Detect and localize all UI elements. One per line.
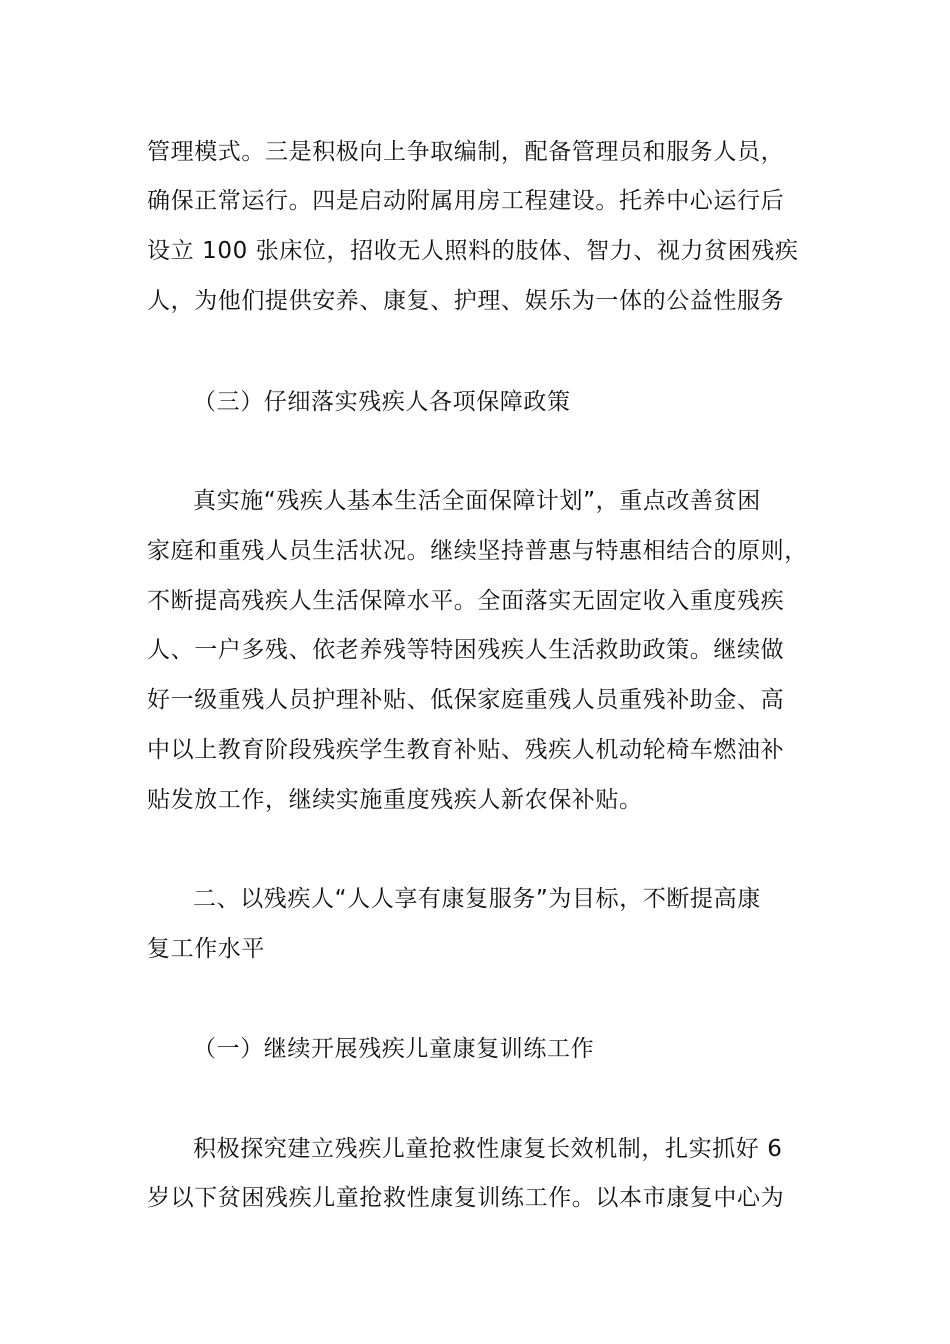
paragraph-line: 家庭和重残人员生活状况。继续坚持普惠与特惠相结合的原则， xyxy=(147,538,808,564)
section-heading: （一）继续开展残疾儿童康复训练工作 xyxy=(193,1036,595,1062)
paragraph-line: 管理模式。三是积极向上争取编制，配备管理员和服务人员， xyxy=(147,139,785,165)
paragraph-line: 中以上教育阶段残疾学生教育补贴、残疾人机动轮椅车燃油补 xyxy=(147,737,785,763)
paragraph-line: 人、一户多残、依老养残等特困残疾人生活救助政策。继续做 xyxy=(147,637,785,663)
paragraph-line: 不断提高残疾人生活保障水平。全面落实无固定收入重度残疾 xyxy=(147,588,785,614)
paragraph-line: 贴发放工作，继续实施重度残疾人新农保补贴。 xyxy=(147,787,643,813)
paragraph-line: 真实施“残疾人基本生活全面保障计划”，重点改善贫困 xyxy=(193,488,761,514)
chapter-heading: 复工作水平 xyxy=(147,936,265,962)
paragraph-line: 好一级重残人员护理补贴、低保家庭重残人员重残补助金、高 xyxy=(147,687,785,713)
paragraph-line: 确保正常运行。四是启动附属用房工程建设。托养中心运行后 xyxy=(147,188,785,214)
paragraph-line: 积极探究建立残疾儿童抢救性康复长效机制，扎实抓好 6 xyxy=(193,1136,783,1162)
chapter-heading: 二、以残疾人“人人享有康复服务”为目标，不断提高康 xyxy=(193,886,761,912)
paragraph-line: 岁以下贫困残疾儿童抢救性康复训练工作。以本市康复中心为 xyxy=(147,1185,785,1211)
section-heading: （三）仔细落实残疾人各项保障政策 xyxy=(193,389,571,415)
paragraph-line: 设立 100 张床位，招收无人照料的肢体、智力、视力贫困残疾 xyxy=(147,238,799,264)
paragraph-line: 人，为他们提供安养、康复、护理、娱乐为一体的公益性服务 xyxy=(147,288,785,314)
